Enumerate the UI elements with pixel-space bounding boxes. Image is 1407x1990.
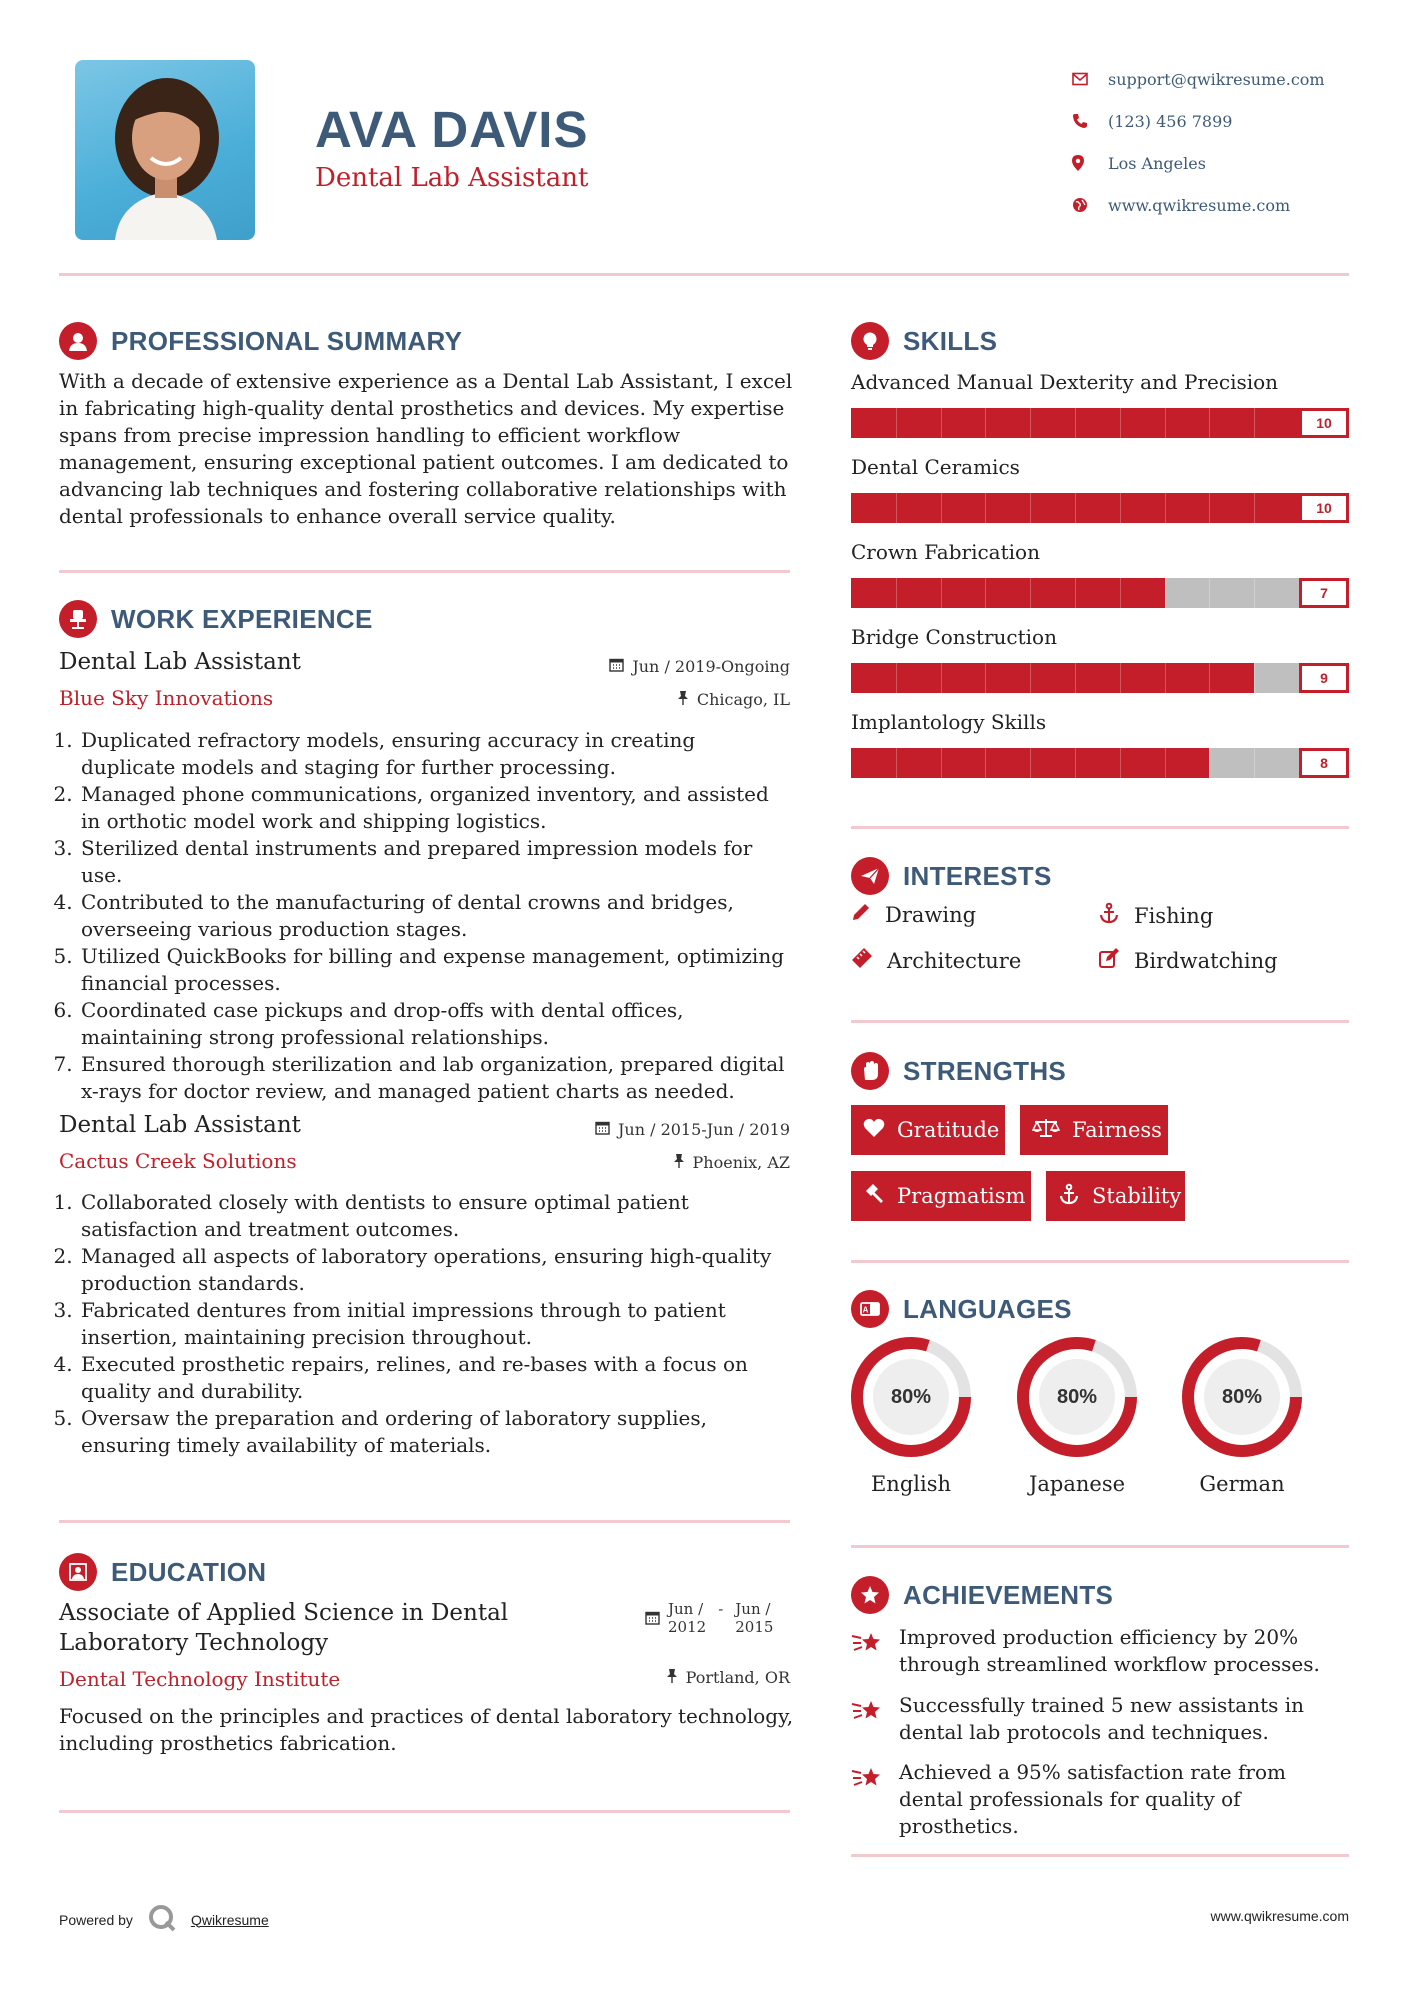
calendar-icon: [609, 657, 624, 676]
job-1-title: Dental Lab Assistant: [59, 649, 301, 675]
list-item: 1. Duplicated refractory models, ensuring accuracy in creating duplicate models and staging for further processing.: [79, 727, 794, 781]
strength-label: Fairness: [1072, 1118, 1162, 1142]
strengths-heading: [851, 1052, 1066, 1090]
contact-location: [1072, 142, 1325, 184]
star-badge-icon: [851, 1576, 889, 1614]
skill-bar-segment: [1209, 578, 1210, 608]
skill-bar-segment: [1165, 663, 1166, 693]
pushpin-icon: [666, 1668, 678, 1687]
skill-bar-segment: [1030, 493, 1031, 523]
skill-score: 10: [1299, 408, 1349, 438]
skill-bar-fill: [851, 578, 1165, 608]
ruler-icon: [851, 947, 873, 974]
skill-bar-segment: [1030, 578, 1031, 608]
list-item: 2. Managed all aspects of laboratory operations, ensuring high-quality production standards.: [79, 1243, 794, 1297]
contact-email-text: support@qwikresume.com: [1108, 69, 1325, 89]
language-name: English: [870, 1472, 952, 1496]
skill-score: 8: [1299, 748, 1349, 778]
contact-location-text: Los Angeles: [1108, 153, 1206, 173]
list-item: 6. Coordinated case pickups and drop-offs with dental offices, maintaining strong professional relationships.: [79, 997, 794, 1051]
skill-bar-segment: [896, 663, 897, 693]
contact-list: [1072, 58, 1325, 226]
hand-icon: [851, 1052, 889, 1090]
job-1-location: [677, 690, 790, 709]
header-divider: [59, 273, 1349, 276]
skill-bar-segment: [1030, 408, 1031, 438]
skill-bar-segment: [1254, 408, 1255, 438]
candidate-name: AVA DAVIS: [315, 101, 589, 158]
job-2-duties: [59, 1189, 794, 1459]
summary-title: PROFESSIONAL SUMMARY: [111, 325, 463, 356]
skill-bar-segment: [1254, 578, 1255, 608]
interest-label: Fishing: [1134, 903, 1214, 928]
calendar-icon: [645, 1610, 660, 1629]
skill-bar-segment: [1165, 578, 1166, 608]
education-title: EDUCATION: [111, 1556, 267, 1587]
list-item: 5. Utilized QuickBooks for billing and expense management, optimizing financial processes.: [79, 943, 794, 997]
skill-bar-segment: [1209, 748, 1210, 778]
summary-text: With a decade of extensive experience as a Dental Lab Assistant, I excel in fabricating high-quality dental prosthetics and devices. My expertise spans from precise impression handling to efficient workflow management, ensuring exceptional patient outcomes. I am dedicated to advancing lab techniques and fostering collaborative relationships with dental professionals to enhance overall service quality.: [59, 369, 793, 528]
job-1-dates-text: Jun / 2019-Ongoing: [632, 657, 790, 676]
qwikresume-logo-icon: [147, 1903, 177, 1936]
paper-plane-icon: [851, 857, 889, 895]
envelope-icon: [1072, 72, 1108, 86]
skill-bar-segment: [1209, 408, 1210, 438]
calendar-icon: [595, 1120, 610, 1139]
skill-bar-fill: [851, 663, 1254, 693]
profile-photo: [75, 60, 255, 240]
degree-title: [59, 1598, 508, 1658]
list-item: 2. Managed phone communications, organized inventory, and assisted in orthotic model work and shipping logistics.: [79, 781, 794, 835]
skill-bar-segment: [985, 748, 986, 778]
experience-title: WORK EXPERIENCE: [111, 603, 373, 634]
skill-bar-segment: [985, 578, 986, 608]
skill-bar-segment: [896, 748, 897, 778]
pushpin-icon: [677, 690, 689, 709]
achievement-text: Successfully trained 5 new assistants in dental lab protocols and techniques.: [899, 1693, 1305, 1744]
shooting-star-icon: [851, 1698, 885, 1746]
skill-score: 9: [1299, 663, 1349, 693]
interest-fishing: [1098, 902, 1213, 929]
skill-bar-segment: [1075, 663, 1076, 693]
skill-bar-segment: [1254, 748, 1255, 778]
job-1-duties: [59, 727, 794, 1105]
skill-bar-segment: [1120, 578, 1121, 608]
balance-scale-icon: [1032, 1117, 1060, 1144]
translate-icon: [851, 1290, 889, 1328]
strength-label: Stability: [1092, 1184, 1182, 1208]
job-1-location-text: Chicago, IL: [696, 690, 790, 709]
skills-divider: [851, 826, 1349, 829]
svg-text:A: A: [862, 1305, 869, 1315]
degree-line-1: Associate of Applied Science in Dental: [59, 1600, 509, 1626]
education-school: Dental Technology Institute: [59, 1667, 341, 1691]
education-heading: [59, 1553, 266, 1591]
skill-bar-segment: [985, 408, 986, 438]
pencil-icon: [851, 902, 871, 927]
chair-icon: [59, 600, 97, 638]
skill-bar-segment: [985, 663, 986, 693]
education-start-month: Jun /: [668, 1600, 704, 1618]
footer-powered: [59, 1903, 269, 1936]
education-location-text: Portland, OR: [685, 1668, 790, 1687]
degree-line-2: Laboratory Technology: [59, 1630, 329, 1656]
globe-icon: [1072, 197, 1108, 213]
languages-heading: [851, 1290, 1072, 1328]
shooting-star-icon: [851, 1765, 885, 1840]
languages-title: LANGUAGES: [903, 1293, 1072, 1324]
skill-bar-segment: [1165, 408, 1166, 438]
list-item: 1. Collaborated closely with dentists to ensure optimal patient satisfaction and treatment outcomes.: [79, 1189, 794, 1243]
interests-divider: [851, 1020, 1349, 1023]
candidate-title: Dental Lab Assistant: [315, 163, 589, 193]
language-name: German: [1199, 1472, 1285, 1496]
skill-bar-segment: [941, 748, 942, 778]
achievement-3: [851, 1759, 1349, 1840]
interest-architecture: [851, 947, 1021, 974]
skill-bar-fill: [851, 408, 1349, 438]
skill-bar-segment: [896, 578, 897, 608]
interests-title: INTERESTS: [903, 860, 1052, 891]
job-2-company: Cactus Creek Solutions: [59, 1149, 297, 1173]
interest-label: Drawing: [885, 902, 977, 927]
skills-heading: [851, 322, 997, 360]
contact-website-text: www.qwikresume.com: [1108, 195, 1291, 215]
summary-heading: [59, 322, 462, 360]
interest-drawing: [851, 902, 976, 927]
achievements-title: ACHIEVEMENTS: [903, 1579, 1114, 1610]
skill-bar-segment: [1165, 748, 1166, 778]
education-start: [668, 1600, 706, 1636]
contact-phone-text: (123) 456 7899: [1108, 111, 1233, 131]
lightbulb-icon: [851, 322, 889, 360]
phone-icon: [1072, 113, 1108, 129]
skill-bar: [851, 748, 1349, 778]
education-dates: [645, 1600, 773, 1636]
achievement-text: Achieved a 95% satisfaction rate from dental professionals for quality of prosthetics.: [899, 1760, 1286, 1838]
job-1-dates: [609, 657, 790, 676]
experience-heading: [59, 600, 373, 638]
interests-heading: [851, 857, 1052, 895]
education-start-year: 2012: [668, 1618, 707, 1636]
achievements-divider: [851, 1854, 1349, 1857]
skill-name: Bridge Construction: [851, 625, 1057, 649]
education-end-year: 2015: [735, 1618, 774, 1636]
interest-label: Architecture: [887, 948, 1022, 973]
skill-bar-segment: [1030, 748, 1031, 778]
strength-label: Pragmatism: [897, 1184, 1026, 1208]
skill-name: Dental Ceramics: [851, 455, 1020, 479]
skill-bar-segment: [1120, 748, 1121, 778]
anchor-icon: [1098, 902, 1120, 929]
strength-pragmatism: [851, 1171, 1031, 1221]
skill-bar-segment: [1209, 493, 1210, 523]
skill-bar-segment: [1120, 663, 1121, 693]
list-item: 4. Contributed to the manufacturing of dental crowns and bridges, overseeing various production stages.: [79, 889, 794, 943]
footer-website[interactable]: www.qwikresume.com: [1210, 1908, 1349, 1924]
summary-divider: [59, 570, 790, 573]
list-item: 5. Oversaw the preparation and ordering of laboratory supplies, ensuring timely availability of materials.: [79, 1405, 794, 1459]
achievements-heading: [851, 1576, 1113, 1614]
language-percent: 80%: [1056, 1386, 1098, 1408]
interest-label: Birdwatching: [1134, 948, 1278, 973]
education-end-month: Jun /: [735, 1600, 771, 1618]
anchor-icon: [1058, 1183, 1080, 1210]
skill-bar-segment: [1075, 493, 1076, 523]
skill-bar-segment: [941, 663, 942, 693]
graduate-icon: [59, 1553, 97, 1591]
shooting-star-icon: [851, 1630, 885, 1678]
skill-bar-segment: [941, 493, 942, 523]
skill-name: Implantology Skills: [851, 710, 1047, 734]
language-name: Japanese: [1028, 1472, 1126, 1496]
contact-email[interactable]: [1072, 58, 1325, 100]
skill-bar-fill: [851, 493, 1349, 523]
skill-bar-segment: [985, 493, 986, 523]
job-2-dates-text: Jun / 2015-Jun / 2019: [617, 1120, 790, 1139]
skill-bar-segment: [1075, 748, 1076, 778]
skill-bar: [851, 663, 1349, 693]
education-divider: [59, 1810, 790, 1813]
skill-bar: [851, 493, 1349, 523]
edit-icon: [1098, 947, 1120, 974]
list-item: 3. Sterilized dental instruments and prepared impression models for use.: [79, 835, 794, 889]
skill-bar-segment: [1209, 663, 1210, 693]
job-1-company: Blue Sky Innovations: [59, 686, 274, 710]
list-item: 7. Ensured thorough sterilization and lab organization, prepared digital x-rays for doctor review, and managed patient charts as needed.: [79, 1051, 794, 1105]
skill-score: 10: [1299, 493, 1349, 523]
skill-bar-segment: [1030, 663, 1031, 693]
list-item: 3. Fabricated dentures from initial impressions through to patient insertion, maintaining precision throughout.: [79, 1297, 794, 1351]
experience-divider: [59, 1520, 790, 1523]
heart-icon: [863, 1118, 885, 1143]
job-2-location-text: Phoenix, AZ: [692, 1153, 790, 1172]
job-2-dates: [595, 1120, 790, 1139]
skill-bar: [851, 578, 1349, 608]
skill-bar-segment: [941, 408, 942, 438]
contact-website[interactable]: [1072, 184, 1325, 226]
education-end: [735, 1600, 773, 1636]
strength-gratitude: [851, 1105, 1005, 1155]
skill-bar-segment: [1120, 493, 1121, 523]
contact-phone[interactable]: [1072, 100, 1325, 142]
date-separator: -: [718, 1600, 724, 1618]
skill-bar-segment: [1165, 493, 1166, 523]
skill-bar: [851, 408, 1349, 438]
language-percent: 80%: [1221, 1386, 1263, 1408]
education-location: [666, 1668, 790, 1687]
strength-label: Gratitude: [897, 1118, 1000, 1142]
education-description: Focused on the principles and practices of dental laboratory technology, including prosthetics fabrication.: [59, 1704, 794, 1755]
pushpin-icon: [673, 1153, 685, 1172]
skill-bar-segment: [1254, 493, 1255, 523]
skill-bar-segment: [896, 493, 897, 523]
gavel-icon: [863, 1183, 885, 1210]
language-percent: 80%: [890, 1386, 932, 1408]
job-2-location: [673, 1153, 790, 1172]
skill-bar-segment: [1120, 408, 1121, 438]
achievement-1: [851, 1624, 1349, 1678]
interest-birdwatching: [1098, 947, 1278, 974]
powered-by-text: Powered by: [59, 1911, 133, 1928]
skill-bar-segment: [1075, 408, 1076, 438]
list-item: 4. Executed prosthetic repairs, relines, and re-bases with a focus on quality and durability.: [79, 1351, 794, 1405]
job-2-title: Dental Lab Assistant: [59, 1112, 301, 1138]
map-marker-icon: [1072, 155, 1108, 171]
achievement-text: Improved production efficiency by 20% through streamlined workflow processes.: [899, 1625, 1320, 1676]
strengths-divider: [851, 1260, 1349, 1263]
brand-link[interactable]: Qwikresume: [190, 1911, 269, 1928]
strength-stability: [1046, 1171, 1185, 1221]
skill-name: Advanced Manual Dexterity and Precision: [851, 370, 1279, 394]
skill-bar-segment: [1254, 663, 1255, 693]
skill-bar-segment: [941, 578, 942, 608]
strengths-title: STRENGTHS: [903, 1055, 1067, 1086]
skills-title: SKILLS: [903, 325, 998, 356]
skill-name: Crown Fabrication: [851, 540, 1040, 564]
achievement-2: [851, 1692, 1349, 1746]
skill-score: 7: [1299, 578, 1349, 608]
skill-bar-segment: [1075, 578, 1076, 608]
languages-divider: [851, 1545, 1349, 1548]
skill-bar-segment: [896, 408, 897, 438]
user-icon: [59, 322, 97, 360]
strength-fairness: [1020, 1105, 1168, 1155]
